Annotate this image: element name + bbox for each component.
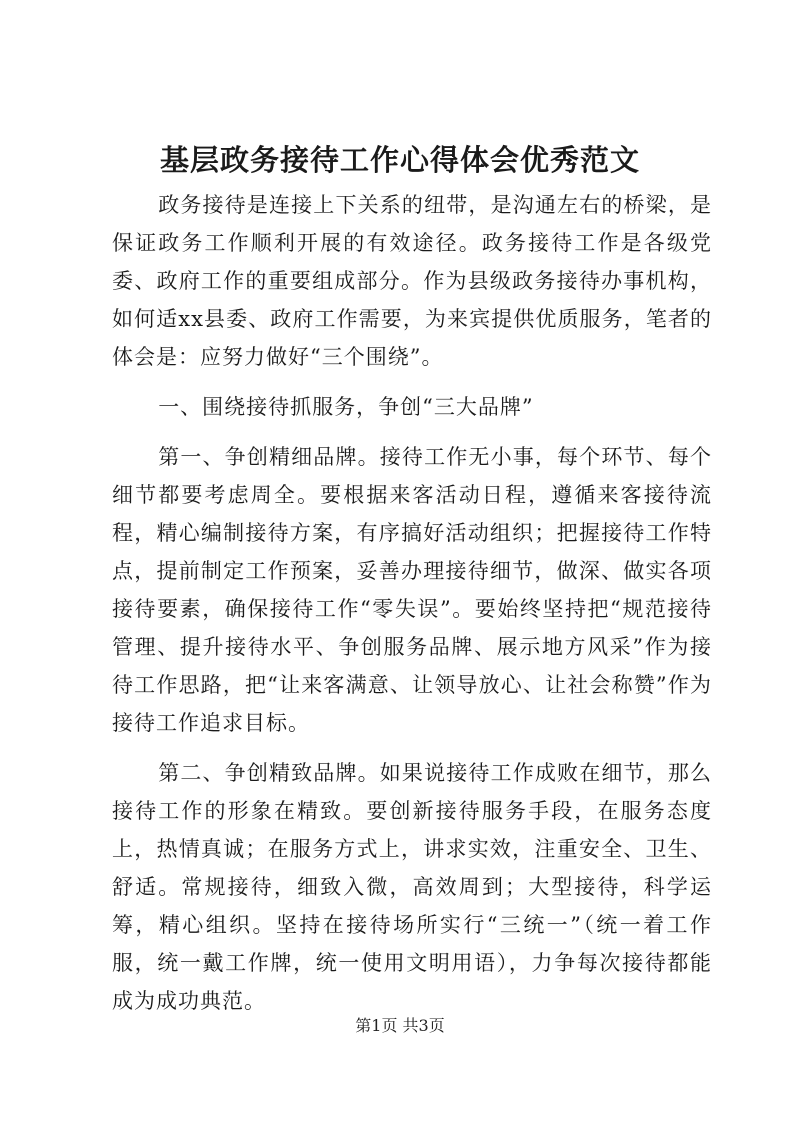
paragraph-second: 第二、争创精致品牌。如果说接待工作成败在细节，那么接待工作的形象在精致。要创新接待服务手段，在服务态度上，热情真诚；在服务方式上，讲求实效，注重安全、卫生、舒适。常规接待，细致入微，高效周到；大型接待，科学运筹，精心组织。坚持在接待场所实行“三统一”（统一着工作服，统一戴工作牌，统一使用文明用语），力争每次接待都能成为成功典范。 [112, 761, 712, 1013]
document-body [112, 186, 712, 1020]
page-number: 第1页 共3页 [355, 1016, 445, 1035]
section-heading: 一、围绕接待抓服务，争创“三大品牌” [158, 395, 534, 419]
document-title: 基层政务接待工作心得体会优秀范文 [159, 143, 640, 177]
paragraph-intro: 政务接待是连接上下关系的纽带，是沟通左右的桥梁，是保证政务工作顺利开展的有效途径。政务接待工作是各级党委、政府工作的重要组成部分。作为县级政务接待办事机构，如何适xx县委、政府工作需要，为来宾提供优质服务，笔者的体会是：应努力做好“三个围绕”。 [112, 193, 712, 369]
paragraph-first: 第一、争创精细品牌。接待工作无小事，每个环节、每个细节都要考虑周全。要根据来客活动日程，遵循来客接待流程，精心编制接待方案，有序搞好活动组织；把握接待工作特点，提前制定工作预案，妥善办理接待细节，做深、做实各项接待要素，确保接待工作“零失误”。要始终坚持把“规范接待管理、提升接待水平、争创服务品牌、展示地方风采”作为接待工作思路，把“让来客满意、让领导放心、让社会称赞”作为接待工作追求目标。 [112, 445, 712, 735]
